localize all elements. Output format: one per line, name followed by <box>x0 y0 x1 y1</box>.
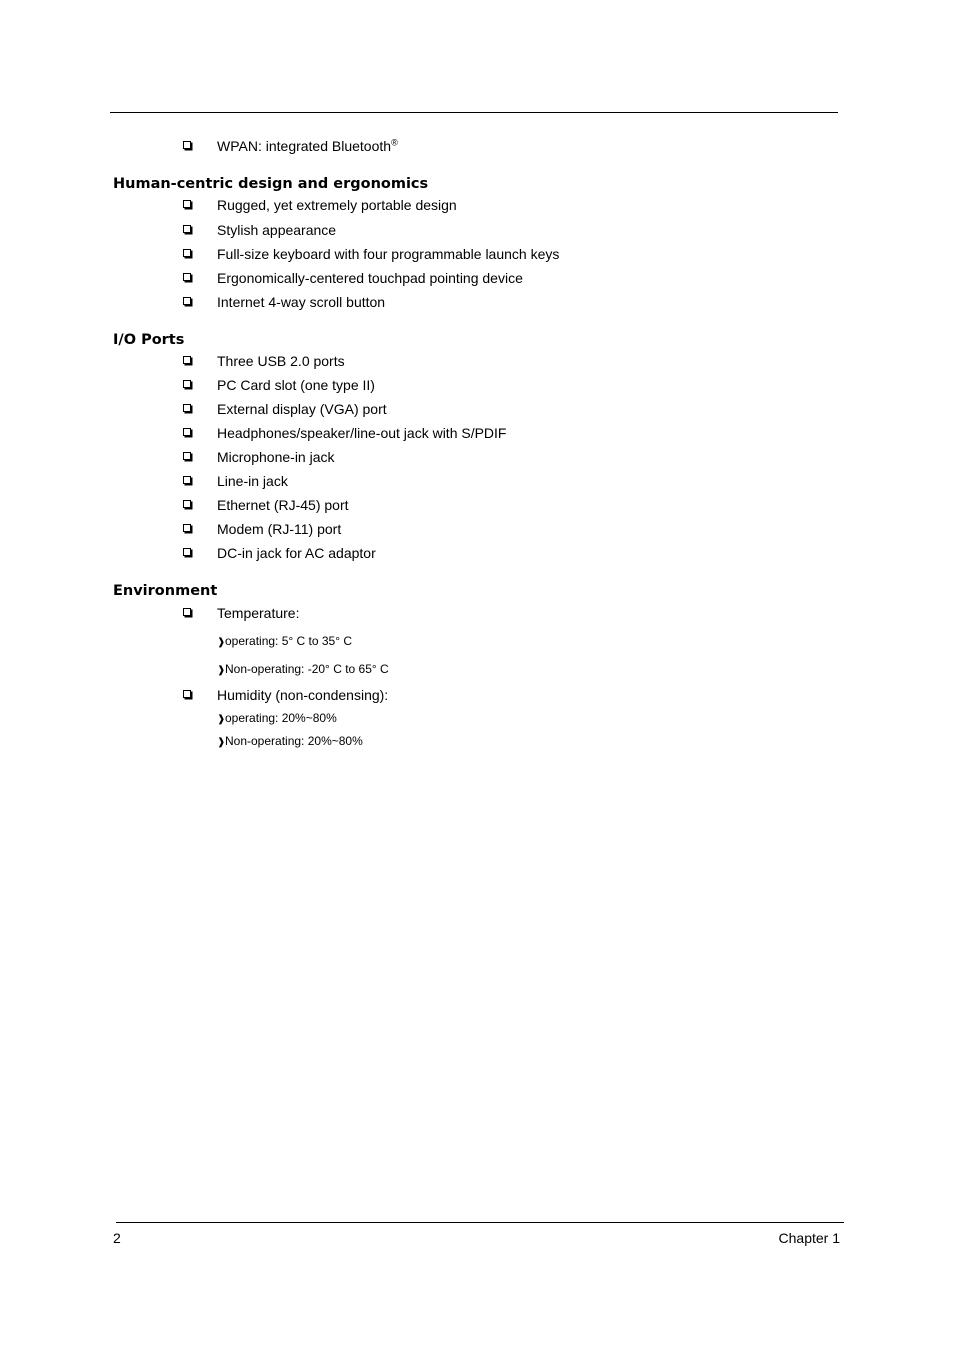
checkbox-bullet-icon <box>183 476 191 484</box>
list-item-text: Full-size keyboard with four programmable launch keys <box>217 246 560 262</box>
chapter-label: Chapter 1 <box>778 1230 840 1246</box>
section-heading-environment: Environment <box>113 583 218 599</box>
list-item-text: Modem (RJ-11) port <box>217 521 342 537</box>
list-item-text: Rugged, yet extremely portable design <box>217 197 457 213</box>
sub-list-item: ❱operating: 5° C to 35° C <box>217 632 352 648</box>
list-item-text: Microphone-in jack <box>217 449 335 465</box>
sub-list-item: ❱operating: 20%~80% <box>217 709 337 725</box>
header-rule <box>110 112 838 113</box>
list-item-text: WPAN: integrated Bluetooth® <box>217 137 398 154</box>
arrow-bullet-icon: ❱ <box>217 714 226 725</box>
checkbox-bullet-icon <box>183 548 191 556</box>
checkbox-bullet-icon <box>183 428 191 436</box>
registered-mark: ® <box>391 137 398 148</box>
checkbox-bullet-icon <box>183 249 191 257</box>
list-item-text: DC-in jack for AC adaptor <box>217 545 376 561</box>
checkbox-bullet-icon <box>183 690 191 698</box>
list-item-text: Ethernet (RJ-45) port <box>217 497 349 513</box>
arrow-bullet-icon: ❱ <box>217 737 226 748</box>
list-item-text: Internet 4-way scroll button <box>217 294 386 310</box>
checkbox-bullet-icon <box>183 608 191 616</box>
list-item-text: PC Card slot (one type II) <box>217 377 375 393</box>
checkbox-bullet-icon <box>183 225 191 233</box>
sub-list-item: ❱Non-operating: -20° C to 65° C <box>217 660 389 676</box>
list-item-text: Humidity (non-condensing): <box>217 687 389 703</box>
checkbox-bullet-icon <box>183 297 191 305</box>
section-heading-ergonomics: Human-centric design and ergonomics <box>113 176 429 192</box>
list-item-text: Three USB 2.0 ports <box>217 353 345 369</box>
list-item-text: Headphones/speaker/line-out jack with S/PDIF <box>217 425 507 441</box>
checkbox-bullet-icon <box>183 500 191 508</box>
sub-list-item: ❱Non-operating: 20%~80% <box>217 732 363 748</box>
list-item-text: Ergonomically-centered touchpad pointing device <box>217 270 523 286</box>
checkbox-bullet-icon <box>183 524 191 532</box>
checkbox-bullet-icon <box>183 356 191 364</box>
checkbox-bullet-icon <box>183 141 191 149</box>
checkbox-bullet-icon <box>183 200 191 208</box>
list-item-text: Stylish appearance <box>217 222 337 238</box>
checkbox-bullet-icon <box>183 380 191 388</box>
section-heading-io-ports: I/O Ports <box>113 332 185 348</box>
list-item-text: Line-in jack <box>217 473 288 489</box>
list-item-text: External display (VGA) port <box>217 401 387 417</box>
checkbox-bullet-icon <box>183 273 191 281</box>
arrow-bullet-icon: ❱ <box>217 637 226 648</box>
footer-rule <box>116 1222 844 1223</box>
checkbox-bullet-icon <box>183 452 191 460</box>
checkbox-bullet-icon <box>183 404 191 412</box>
arrow-bullet-icon: ❱ <box>217 665 226 676</box>
list-item-text: Temperature: <box>217 605 300 621</box>
page-number: 2 <box>113 1230 121 1246</box>
